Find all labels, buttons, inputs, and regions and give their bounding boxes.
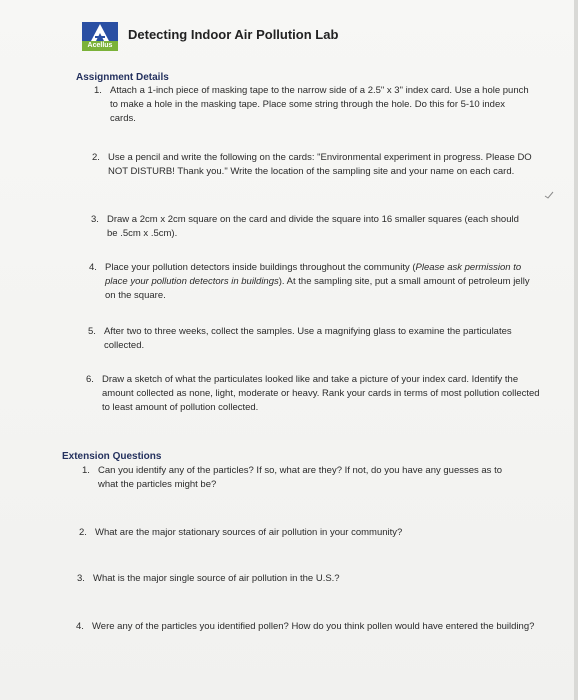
item-number: 5. [88, 326, 96, 337]
item-number: 4. [89, 262, 97, 273]
item-number: 1. [94, 85, 102, 96]
item-text: Draw a 2cm x 2cm square on the card and divide the square into 16 smaller squares (each should be .5cm x .5cm). [107, 214, 519, 239]
assignment-item-4 [89, 261, 531, 303]
item-number: 1. [82, 465, 90, 476]
assignment-heading: Assignment Details [76, 72, 169, 83]
assignment-item-2 [92, 151, 532, 179]
item-text: Attach a 1-inch piece of masking tape to the narrow side of a 2.5" x 3" index card. Use a hole punch to make a hole in the masking tape. Place some string through the hole. Do this for 5-10 index cards. [110, 85, 529, 124]
item-number: 3. [91, 214, 99, 225]
extension-item-4 [76, 620, 538, 634]
item-text: Draw a sketch of what the particulates looked like and take a picture of your index card. Identify the amount collected as none, light, moderate or heavy. Rank your cards in terms of most pollution collected to least amount of pollution collected. [102, 374, 540, 413]
page-edge [574, 0, 578, 700]
item-text [89, 261, 531, 303]
extension-item-2 [79, 526, 539, 540]
page-title: Detecting Indoor Air Pollution Lab [128, 27, 339, 42]
item-text: What is the major single source of air pollution in the U.S.? [93, 573, 340, 584]
item-text-start: Place your pollution detectors inside buildings throughout the community ( [105, 262, 416, 273]
extension-item-3 [77, 572, 537, 586]
item-text: Use a pencil and write the following on the cards: "Environmental experiment in progress. Please DO NOT DISTURB! Thank you." Write the location of the sampling site and your name on each card. [108, 152, 532, 177]
item-number: 6. [86, 374, 94, 385]
item-text: Can you identify any of the particles? If so, what are they? If not, do you have any guesses as to what the particles might be? [98, 465, 502, 490]
item-text-end: ). At the sampling site, put a small amount of petroleum jelly on the square. [105, 276, 530, 301]
pen-mark-icon [544, 191, 554, 201]
item-number: 4. [76, 621, 84, 632]
assignment-item-3 [91, 213, 527, 241]
item-text: What are the major stationary sources of air pollution in your community? [95, 527, 403, 538]
item-number: 3. [77, 573, 85, 584]
extension-heading: Extension Questions [62, 451, 162, 462]
logo-text: Acellus [82, 41, 118, 51]
item-text: Were any of the particles you identified pollen? How do you think pollen would have entered the building? [92, 621, 535, 632]
item-text: After two to three weeks, collect the samples. Use a magnifying glass to examine the particulates collected. [104, 326, 512, 351]
item-number: 2. [79, 527, 87, 538]
item-text-italic: Please ask permission to place your pollution detectors in buildings [105, 262, 522, 287]
item-number: 2. [92, 152, 100, 163]
assignment-item-1 [94, 84, 532, 126]
assignment-item-5 [88, 325, 530, 353]
extension-item-1 [82, 464, 522, 492]
assignment-item-6 [86, 373, 542, 415]
